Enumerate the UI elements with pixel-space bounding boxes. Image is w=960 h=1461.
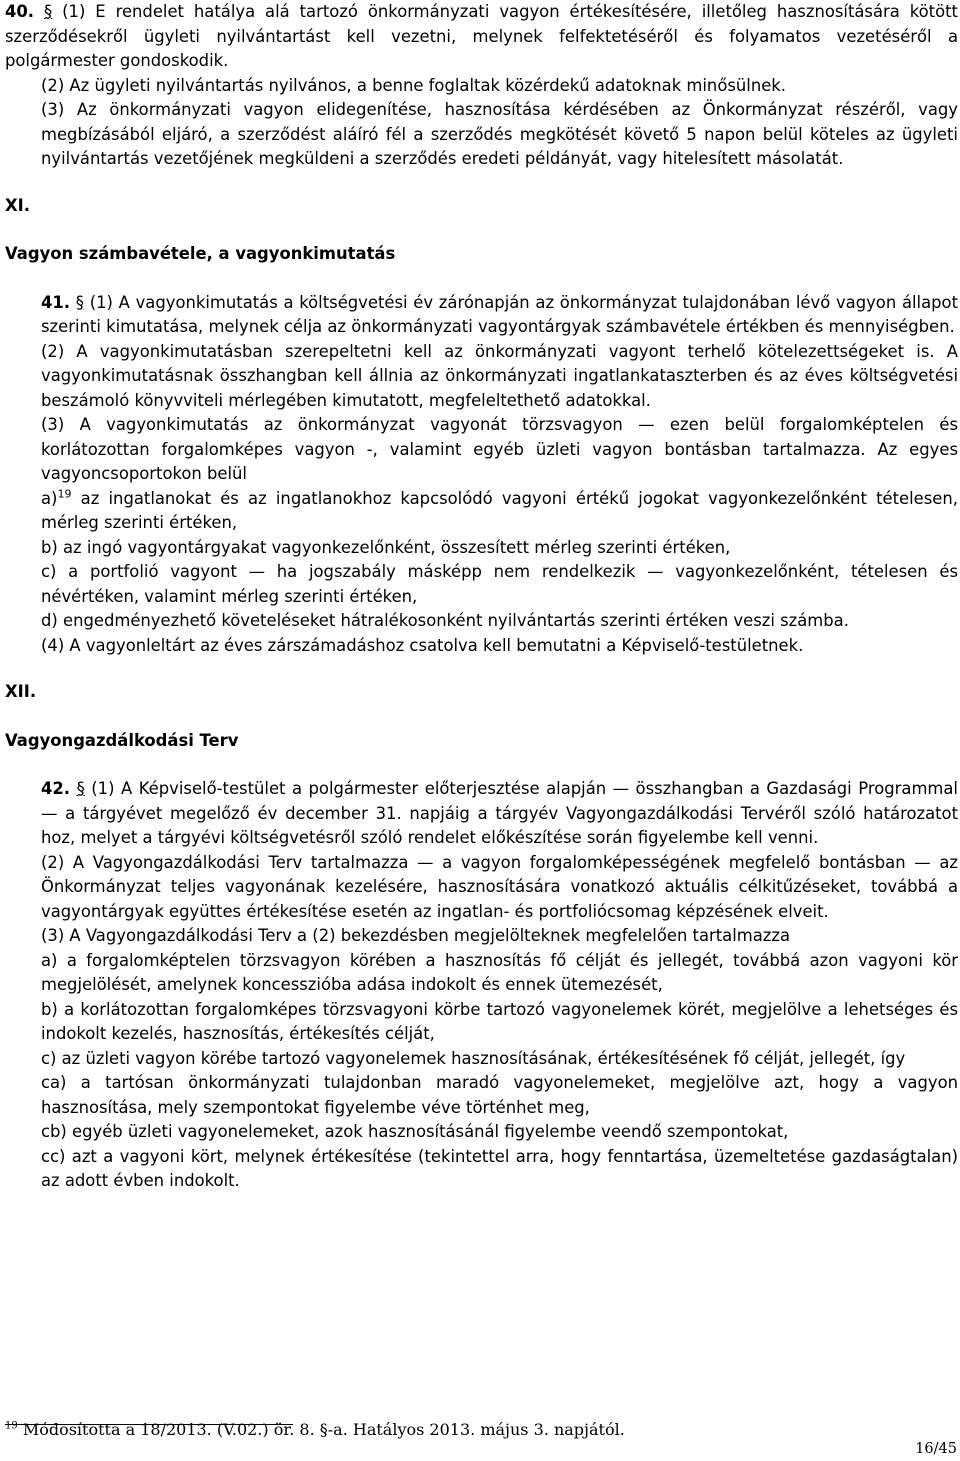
section-41-item-d: d) engedményezhető követeléseket hátralékosonként nyilvántartás szerinti értéken veszi számba.: [41, 611, 849, 630]
section-41-item-a: [5, 487, 958, 536]
document-page: [5, 0, 958, 1194]
section-41-paragraph-1: [5, 291, 958, 340]
footnote-text: Módosította a 18/2013. (V.02.) ör. 8. §-a. Hatályos 2013. május 3. napjától.: [17, 1420, 625, 1439]
footnote-reference[interactable]: 19: [57, 487, 72, 501]
section-40-paragraph-3: (3) Az önkormányzati vagyon elidegenítése, hasznosítása kérdésében az Önkormányzat részéről, vagy megbízásából eljáró, a szerződést aláíró fél a szerződés megkötését követő 5 napon belül köteles az ügyleti nyilvántartás vezetőjének megküldeni a szerződés eredeti példányát, vagy hitelesített másolatát.: [41, 100, 958, 168]
section-42-item-b: b) a korlátozottan forgalomképes törzsvagyoni körbe tartozó vagyonelemek körét, megjelölve a lehetséges és indokolt kezelés, hasznosítás, értékesítés célját,: [41, 999, 958, 1043]
section-41-paragraph-2: (2) A vagyonkimutatásban szerepeltetni kell az önkormányzati vagyont terhelő kötelezettségeket is. A vagyonkimutatásnak összhangban kell állnia az önkormányzati ingatlankataszterben és az éves költségvetési beszámoló könyvviteli mérlegében kimutatott, megfeleltethető adatokkal.: [41, 341, 958, 410]
section-41-text-1: (1) A vagyonkimutatás a költségvetési év zárónapján az önkormányzat tulajdonában lévő vagyon állapot szerinti kimutatása, melynek célja az önkormányzati vagyontárgyak számbavétele értékben és mennyiségben.: [41, 292, 959, 336]
section-42-paragraph-3: (3) A Vagyongazdálkodási Terv a (2) bekezdésben megjelölteknek megfelelően tartalmazza: [41, 926, 791, 945]
section-42-item-c: c) az üzleti vagyon körébe tartozó vagyonelemek hasznosításának, értékesítésének fő célját, jellegét, így: [41, 1048, 906, 1068]
chapter-xii-number: XII.: [5, 682, 37, 701]
section-number: 42.: [41, 779, 71, 798]
section-41-item-c: c) a portfolió vagyont — ha jogszabály másképp nem rendelkezik — vagyonkezelőnként, tételesen és névértéken, valamint mérleg szerinti értéken,: [41, 562, 958, 606]
section-42-item-a: a) a forgalomképtelen törzsvagyon körében a hasznosítás fő célját és jellegét, továbbá azon vagyoni kör megjelölését, amelynek koncesszióba adása indokolt és ennek ütemezését,: [41, 950, 958, 994]
footnote: [5, 1418, 625, 1442]
item-a-text: az ingatlanokat és az ingatlanokhoz kapcsolódó vagyoni értékű jogokat vagyonkezelőnként tételesen, mérleg szerinti értéken,: [41, 488, 958, 532]
section-42-item-ca: ca) a tartósan önkormányzati tulajdonban maradó vagyonelemeket, megjelölve azt, hogy a vagyon hasznosítása, mely szempontokat figyelembe véve történhet meg,: [41, 1073, 958, 1117]
section-41-paragraph-3: (3) A vagyonkimutatás az önkormányzat vagyonát törzsvagyon — ezen belül forgalomképtelen és korlátozottan forgalomképes vagyon -, valamint egyéb üzleti vagyon bontásban tartalmazza. Az egyes vagyoncsoportokon belül: [41, 415, 958, 483]
section-42-paragraph-1: [5, 777, 958, 851]
section-number: 40.: [5, 2, 35, 21]
section-42-text-1: (1) A Képviselő-testület a polgármester előterjesztése alapján — összhangban a Gazdasági Programmal — a tárgyévet megelőző év december 31. napjáig a tárgyév Vagyongazdálkodási Tervéről szóló határozatot hoz, melyet a tárgyévi költségvetésről szóló rendelet előkészítése során figyelembe kell venni.: [41, 779, 958, 847]
chapter-xi-title: Vagyon számbavétele, a vagyonkimutatás: [5, 244, 396, 263]
section-40-text-1: (1) E rendelet hatálya alá tartozó önkormányzati vagyon értékesítésére, illetőleg hasznosítására kötött szerződésekről ügyleti nyilvántartást kell vezetni, melynek felfektetéséről és folyamatos vezetéséről a polgármester gondoskodik.: [5, 2, 958, 70]
section-sign: §: [43, 2, 53, 21]
section-number: 41.: [41, 292, 71, 312]
section-42-paragraph-2: (2) A Vagyongazdálkodási Terv tartalmazza — a vagyon forgalomképességének megfelelő bontásban — az Önkormányzat teljes vagyonának kezelésére, hasznosítására vonatkozó aktuális célkitűzéseket, továbbá a vagyontárgyak együttes értékesítése esetén az ingatlan- és portfoliócsomag képzésének elveit.: [41, 852, 958, 921]
item-a-label: a): [41, 488, 58, 508]
section-40-paragraph-2: (2) Az ügyleti nyilvántartás nyilvános, a benne foglaltak közérdekű adatoknak minősülnek.: [41, 75, 787, 95]
section-sign: §: [75, 292, 84, 312]
footnote-number: 19: [5, 1420, 18, 1432]
section-40-paragraph-1: [5, 0, 958, 74]
section-sign: §: [76, 779, 85, 798]
chapter-xi-number: XI.: [5, 195, 30, 215]
section-41-paragraph-4: (4) A vagyonleltárt az éves zárszámadáshoz csatolva kell bemutatni a Képviselő-testületnek.: [41, 635, 804, 655]
section-42-item-cc: cc) azt a vagyoni kört, melynek értékesítése (tekintettel arra, hogy fenntartása, üzemeltetése gazdaságtalan) az adott évben indokolt.: [41, 1146, 958, 1190]
section-41-item-b: b) az ingó vagyontárgyakat vagyonkezelőnként, összesített mérleg szerinti értéken,: [41, 537, 731, 557]
chapter-xii-title: Vagyongazdálkodási Terv: [5, 730, 239, 750]
page-number: 16/45: [915, 1441, 957, 1457]
section-42-item-cb: cb) egyéb üzleti vagyonelemeket, azok hasznosításánál figyelembe veendő szempontokat,: [41, 1122, 789, 1141]
